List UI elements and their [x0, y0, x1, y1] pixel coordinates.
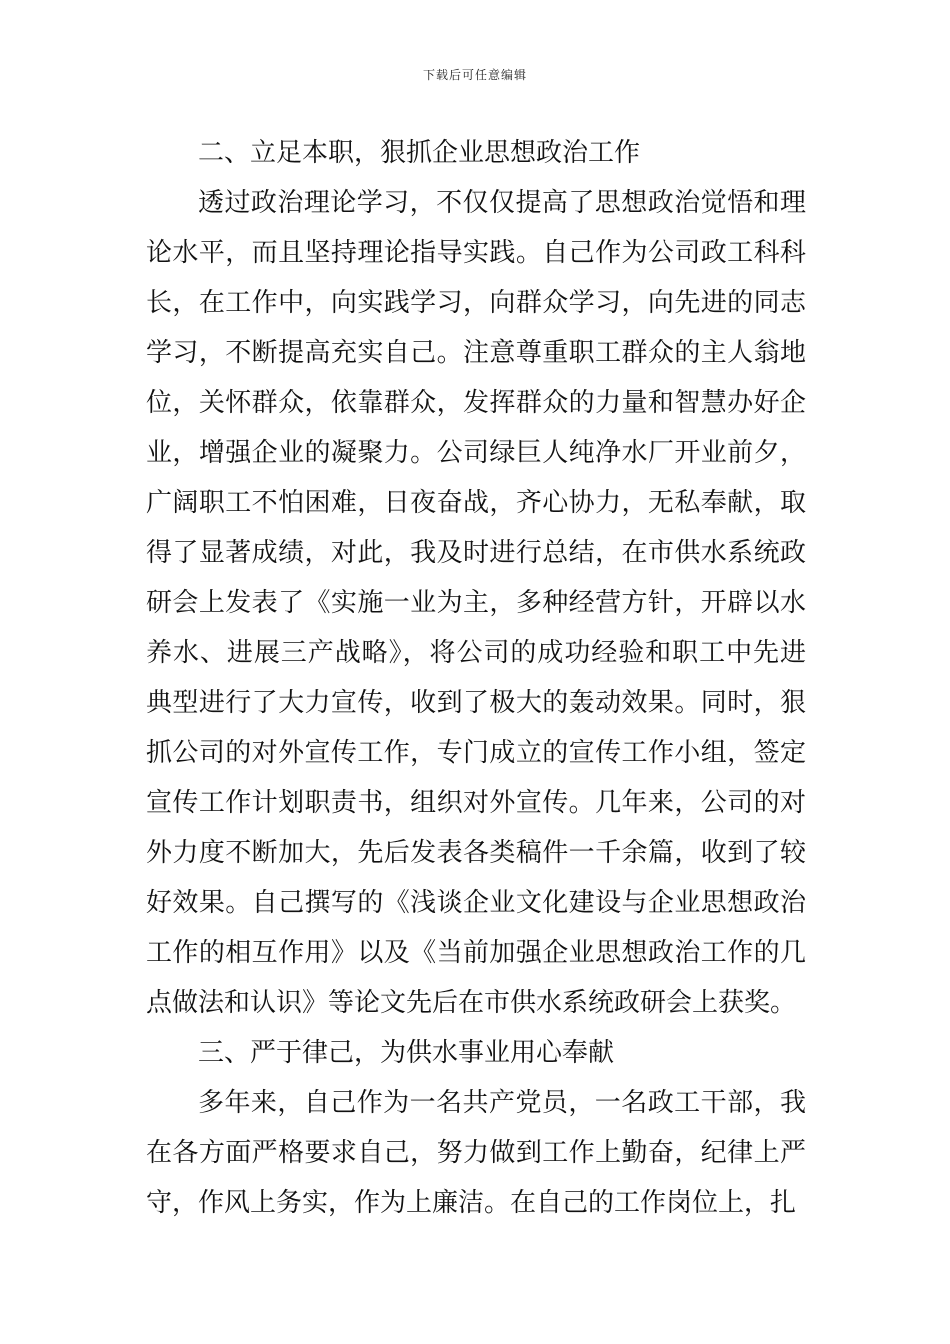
section-paragraph-3: 多年来，自己作为一名共产党员，一名政工干部，我在各方面严格要求自己，努力做到工作上勤奋，纪律上严守，作风上务实，作为上廉洁。在自己的工作岗位上，扎	[146, 1088, 806, 1218]
page-header: 下载后可任意编辑	[422, 68, 527, 82]
document-body	[146, 128, 806, 1228]
section-paragraph-2: 透过政治理论学习，不仅仅提高了思想政治觉悟和理论水平，而且坚持理论指导实践。自己作为公司政工科科长，在工作中，向实践学习，向群众学习，向先进的同志学习，不断提高充实自己。注意尊重职工群众的主人翁地位，关怀群众，依靠群众，发挥群众的力量和智慧办好企业，增强企业的凝聚力。公司绿巨人纯净水厂开业前夕，广阔职工不怕困难，日夜奋战，齐心协力，无私奉献，取得了显著成绩，对此，我及时进行总结，在市供水系统政研会上发表了《实施一业为主，多种经营方针，开辟以水养水、进展三产战略》，将公司的成功经验和职工中先进典型进行了大力宣传，收到了极大的轰动效果。同时，狠抓公司的对外宣传工作，专门成立的宣传工作小组，签定宣传工作计划职责书，组织对外宣传。几年来，公司的对外力度不断加大，先后发表各类稿件一千余篇，收到了较好效果。自己撰写的《浅谈企业文化建设与企业思想政治工作的相互作用》以及《当前加强企业思想政治工作的几点做法和认识》等论文先后在市供水系统政研会上获奖。	[146, 188, 806, 1018]
section-heading-2: 二、立足本职，狠抓企业思想政治工作	[198, 138, 641, 168]
section-heading-3: 三、严于律己，为供水事业用心奉献	[198, 1038, 615, 1068]
